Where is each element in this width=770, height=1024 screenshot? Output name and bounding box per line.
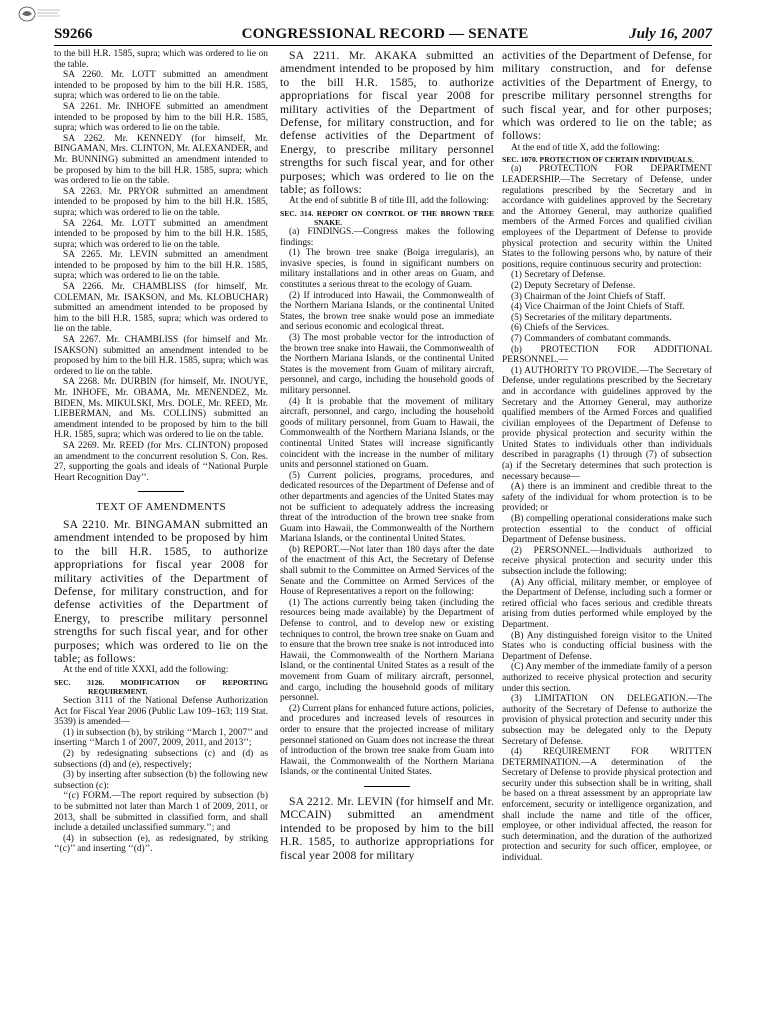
section-heading: SEC. 3126. MODIFICATION OF REPORTING REQUIREMENT. <box>54 678 268 696</box>
section-heading: SEC. 314. REPORT ON CONTROL OF THE BROWN TREE SNAKE. <box>280 209 494 228</box>
column-3 <box>502 49 712 864</box>
amendment-sa2212: SA 2212. Mr. LEVIN (for himself and Mr. MCCAIN) submitted an amendment intended to be proposed by him to the bill H.R. 1585, to authorize appropriations for fiscal year 2008 for military <box>280 794 494 862</box>
paragraph: to the bill H.R. 1585, supra; which was ordered to lie on the table. <box>54 49 268 70</box>
separator-rule <box>364 786 410 787</box>
section-heading: SEC. 1070. PROTECTION OF CERTAIN INDIVIDUALS. <box>502 155 694 165</box>
paragraph: SA 2264. Mr. LOTT submitted an amendment intended to be proposed by him to the bill H.R. 1585, supra; which was ordered to lie on the table. <box>54 218 268 250</box>
paragraph: Section 3111 of the National Defense Authorization Act for Fiscal Year 2006 (Public Law 109–163; 119 Stat. 3539) is amended— <box>54 696 268 728</box>
paragraph: (2) If introduced into Hawaii, the Commonwealth of the Northern Mariana Islands, or the continental United States, the brown tree snake would pose an immediate and serious economic and ecological threat. <box>280 290 494 333</box>
paragraph: (a) FINDINGS.—Congress makes the following findings: <box>280 227 494 248</box>
paragraph: (3) Chairman of the Joint Chiefs of Staff. <box>511 291 666 302</box>
page-number: S9266 <box>54 26 93 42</box>
paragraph: (2) PERSONNEL.—Individuals authorized to receive physical protection and security under this subsection include the following: <box>502 545 712 577</box>
paragraph: At the end of subtitle B of title III, add the following: <box>289 196 489 207</box>
amendment-sa2210: SA 2210. Mr. BINGAMAN submitted an amendment intended to be proposed by him to the bill H.R. 1585, to authorize appropriations for fiscal year 2008 for military activities of the Department of Defense, for military construction, and for defense activities of the Department of Energy, to prescribe military personnel strengths for such fiscal year, and for other purposes; which was ordered to lie on the table; as follows: <box>54 517 268 665</box>
paragraph: SA 2265. Mr. LEVIN submitted an amendment intended to be proposed by him to the bill H.R. 1585, supra; which was ordered to lie on the table. <box>54 250 268 282</box>
paragraph: (B) Any distinguished foreign visitor to the United States who is conducting official business with the Department of Defense. <box>502 630 712 662</box>
paragraph: (B) compelling operational considerations make such protection essential to the conduct of official Department of Defense business. <box>502 514 712 546</box>
paragraph: (4) REQUIREMENT FOR WRITTEN DETERMINATION.—A determination of the Secretary of Defense to provide physical protection and security under this subsection shall be in writing, shall be based on a threat assessment by an appropriate law enforcement, security or intelligence organization, and shall include the name and title of the officer, employee, or other individual affected, the reason for such determination, and the duration of the authorized protection and security for such officer, employee, or individual. <box>502 747 712 864</box>
paragraph: SA 2269. Mr. REED (for Mrs. CLINTON) proposed an amendment to the concurrent resolution S. Con. Res. 27, supporting the goals and ideals of ‘‘National Purple Heart Recognition Day’’. <box>54 440 268 483</box>
paragraph: (A) Any official, military member, or employee of the Department of Defense, including such a former or retired official who faces serious and credible threats arising from duties performed while employed by the Department. <box>502 577 712 630</box>
section-title: TEXT OF AMENDMENTS <box>96 501 226 514</box>
column-1 <box>54 49 268 855</box>
paragraph: (1) Secretary of Defense. <box>511 270 606 281</box>
paragraph: At the end of title X, add the following: <box>511 142 660 153</box>
paragraph: (1) AUTHORITY TO PROVIDE.—The Secretary of Defense, under regulations prescribed by the Secretary and in accordance with guidelines approved by the Secretary and the Attorney General, may authorize qualified members of the Armed Forces and qualified civilian employees of the Department of Defense to provide physical protection and security within the United States to individuals other than individuals described in paragraphs (1) through (7) of subsection (a) if the Secretary determines that such protection is necessary because— <box>502 365 712 482</box>
amendment-sa2211: SA 2211. Mr. AKAKA submitted an amendment intended to be proposed by him to the bill H.R. 1585, to authorize appropriations for fiscal year 2008 for military activities of the Department of Defense, for military construction, and for defense activities of the Department of Energy, to prescribe military personnel strengths for such fiscal year, and for other purposes; which was ordered to lie on the table; as follows: <box>280 49 494 197</box>
paragraph: (5) Current policies, programs, procedures, and dedicated resources of the Department of Defense and of other departments and agencies of the United States may not be sufficient to adequately address the increasing threat of the introduction of the brown tree snake from Guam into Hawaii, the Commonwealth of the Northern Mariana Islands, or the continental United States. <box>280 470 494 545</box>
header-rule <box>54 45 712 46</box>
paragraph: (b) REPORT.—Not later than 180 days after the date of the enactment of this Act, the Secretary of Defense shall submit to the Committee on Armed Services of the Senate and the Committee on Armed Services of the House of Representatives a report on the following: <box>280 544 494 598</box>
paragraph: (3) by inserting after subsection (b) the following new subsection (c): <box>54 770 268 791</box>
paragraph: (4) Vice Chairman of the Joint Chiefs of Staff. <box>511 302 685 313</box>
paragraph: (1) The brown tree snake (Boiga irregularis), an invasive species, is found in significant numbers on military installations and in other areas on Guam, and constitutes a serious threat to the ecology of Guam. <box>280 248 494 291</box>
paragraph: ‘‘(c) FORM.—The report required by subsection (b) to be submitted not later than March 1 of 2009, 2011, or 2013, shall be submitted in classified form, and shall include a detailed unclassified summary.’’; and <box>54 791 268 834</box>
paragraph: (A) there is an imminent and credible threat to the safety of the individual for whom protection is to be provided; or <box>502 482 712 514</box>
amendment-continued: activities of the Department of Defense, for military construction, and for defense activities of the Department of Energy, to prescribe military personnel strengths for such fiscal year, and for other purposes; which was ordered to lie on the table; as follows: <box>502 49 712 143</box>
paragraph: (7) Commanders of combatant commands. <box>511 333 672 344</box>
paragraph: (b) PROTECTION FOR ADDITIONAL PERSONNEL.— <box>502 344 712 366</box>
paragraph: (1) in subsection (b), by striking ‘‘March 1, 2007’’ and inserting ‘‘March 1 of 2007, 2009, 2011, and 2013’’; <box>54 727 268 749</box>
page-date: July 16, 2007 <box>629 26 712 42</box>
gpo-recycled-logo <box>18 5 62 20</box>
paragraph: (4) It is probable that the movement of military aircraft, personnel, and cargo, including the household goods of military personnel, from Guam to Hawaii, the Commonwealth of the Northern Mariana Islands, or the continental United States will increase significantly coincident with the increase in the number of military units and personnel stationed on Guam. <box>280 396 494 471</box>
eagle-seal-icon <box>18 5 62 23</box>
paragraph: SA 2268. Mr. DURBIN (for himself, Mr. INOUYE, Mr. INHOFE, Mr. OBAMA, Mr. MENENDEZ, Mr. BIDEN, Ms. MIKULSKI, Mrs. DOLE, Mr. REED, Mr. LIEBERMAN, and Ms. COLLINS) submitted an amendment intended to be proposed by him to the bill H.R. 1585, supra; which was ordered to lie on the table. <box>54 377 268 441</box>
paragraph: SA 2266. Mr. CHAMBLISS (for himself, Mr. COLEMAN, Mr. ISAKSON, and Ms. KLOBUCHAR) submitted an amendment intended to be proposed by him to the bill H.R. 1585, supra; which was ordered to lie on the table. <box>54 282 268 335</box>
paragraph: SA 2267. Mr. CHAMBLISS (for himself and Mr. ISAKSON) submitted an amendment intended to be proposed by him to the bill H.R. 1585, supra; which was ordered to lie on the table. <box>54 335 268 377</box>
paragraph: At the end of title XXXI, add the following: <box>63 665 229 676</box>
column-2 <box>280 49 494 862</box>
paragraph: (6) Chiefs of the Services. <box>511 323 610 334</box>
paragraph: (2) by redesignating subsections (c) and (d) as subsections (d) and (e), respectively; <box>54 748 268 770</box>
paragraph: (5) Secretaries of the military departments. <box>511 312 672 323</box>
paragraph: (3) The most probable vector for the introduction of the brown tree snake into Hawaii, the Commonwealth of the Northern Mariana Islands, or the continental United States is the movement from Guam of military aircraft, personnel, and cargo, including the household goods of military personnel. <box>280 333 494 396</box>
paragraph: (2) Deputy Secretary of Defense. <box>511 280 636 291</box>
paragraph: SA 2263. Mr. PRYOR submitted an amendment intended to be proposed by him to the bill H.R. 1585, supra; which was ordered to lie on the table. <box>54 186 268 218</box>
paragraph: (C) Any member of the immediate family of a person authorized to receive physical protection and security under this section. <box>502 662 712 694</box>
paragraph: (3) LIMITATION ON DELEGATION.—The authority of the Secretary of Defense to authorize the provision of physical protection and security under this subsection may be delegated only to the Deputy Secretary of Defense. <box>502 694 712 747</box>
paragraph: (2) Current plans for enhanced future actions, policies, and procedures and increased levels of resources in order to ensure that the projected increase of military personnel stationed on Guam does not increase the threat of introduction of the brown tree snake from Guam into Hawaii, the Commonwealth of the Northern Mariana Islands, or the continental United States. <box>280 703 494 778</box>
separator-rule <box>138 491 184 492</box>
paragraph: SA 2260. Mr. LOTT submitted an amendment intended to be proposed by him to the bill H.R. 1585, supra; which was ordered to lie on the table. <box>54 70 268 102</box>
paragraph: SA 2261. Mr. INHOFE submitted an amendment intended to be proposed by him to the bill H.R. 1585, supra; which was ordered to lie on the table. <box>54 101 268 134</box>
paragraph: (4) in subsection (e), as redesignated, by striking ‘‘(c)’’ and inserting ‘‘(d)’’. <box>54 833 268 855</box>
page-title: CONGRESSIONAL RECORD — SENATE <box>241 26 529 42</box>
paragraph: (a) PROTECTION FOR DEPARTMENT LEADERSHIP.—The Secretary of Defense, under regulations prescribed by the Secretary and in accordance with guidelines approved by the Secretary and the Attorney General, may authorize qualified members of the Armed Forces and qualified civilian employees of the Department of Defense to provide physical protection and security within the United States to the following persons who, by nature of their positions, require continuous security and protection: <box>502 164 712 270</box>
paragraph: SA 2262. Mr. KENNEDY (for himself, Mr. BINGAMAN, Mrs. CLINTON, Mr. ALEXANDER, and Mr. BUNNING) submitted an amendment intended to be proposed by him to the bill H.R. 1585, supra; which was ordered to lie on the table. <box>54 133 268 187</box>
paragraph: (1) The actions currently being taken (including the resources being made available) by the Department of Defense to control, and to develop new or existing techniques to control, the brown tree snake on Guam and to ensure that the brown tree snake is not introduced into Hawaii, the Commonwealth of the Northern Mariana Island, or the continental United States as a result of the movement from Guam of military aircraft, personnel, and cargo, including the household goods of military personnel. <box>280 597 494 704</box>
